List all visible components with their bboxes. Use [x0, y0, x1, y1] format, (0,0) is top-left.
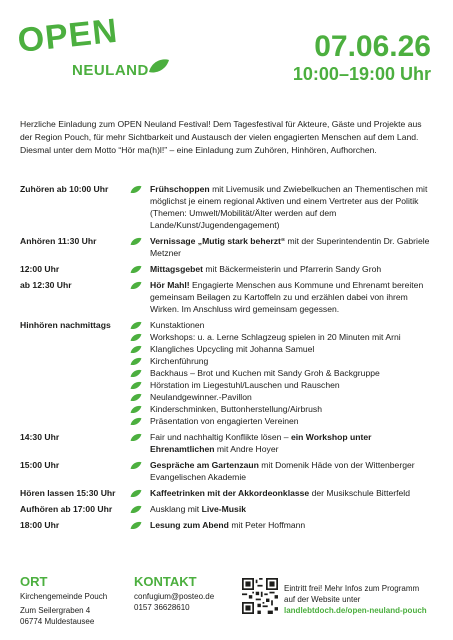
program-time: ab 12:30 Uhr: [20, 280, 72, 290]
event-time: 10:00–19:00 Uhr: [292, 64, 431, 84]
program-time: 14:30 Uhr: [20, 432, 60, 442]
program-desc: [150, 459, 434, 483]
program-desc-text: mit Peter Hoffmann: [228, 520, 306, 530]
ort-line-1: Kirchengemeinde Pouch: [20, 592, 108, 601]
info-line-2: auf der Website unter: [284, 595, 361, 604]
kontakt-email[interactable]: confugium@posteo.de: [134, 592, 215, 601]
program-time: 18:00 Uhr: [20, 520, 60, 530]
activity-label: Neulandgewinner.-Pavillon: [150, 392, 252, 402]
leaf-icon: [148, 58, 170, 74]
info-line-1: Eintritt frei! Mehr Infos zum Programm: [284, 584, 420, 593]
program-desc-pre: Ausklang mit: [150, 504, 202, 514]
program-desc-text: mit Bäckermeisterin und Pfarrerin Sandy Groh: [203, 264, 382, 274]
program-desc-text: der Musikschule Bitterfeld: [309, 488, 410, 498]
activity-item: [150, 379, 434, 391]
program-row: [20, 235, 434, 259]
program-time: 12:00 Uhr: [20, 264, 60, 274]
qr-code-icon[interactable]: [242, 578, 278, 614]
program-highlight: Vernissage „Mutig stark beherzt“: [150, 236, 286, 246]
activity-label: Klangliches Upcycling mit Johanna Samuel: [150, 344, 315, 354]
activity-label: Kirchenführung: [150, 356, 209, 366]
program-row: [20, 503, 434, 515]
program-desc: [150, 487, 434, 499]
program-highlight: ein Workshop unter Ehrenamtlichen: [150, 432, 372, 454]
program-highlight: Frühschoppen: [150, 184, 210, 194]
program-desc: [150, 519, 434, 531]
program-time: Hören lassen 15:30 Uhr: [20, 488, 116, 498]
program-desc-pre: Fair und nachhaltig Konflikte lösen –: [150, 432, 291, 442]
program-row: [20, 183, 434, 231]
website-link[interactable]: landlebtdoch.de/open-neuland-pouch: [284, 606, 427, 615]
program-desc: [150, 183, 434, 231]
logo: [15, 11, 180, 82]
program-time: Anhören 11:30 Uhr: [20, 236, 97, 246]
activity-item: [150, 343, 434, 355]
program-row: [20, 431, 434, 455]
program-row-nachmittags: [20, 319, 434, 427]
program-time: Hinhören nachmittags: [20, 320, 111, 330]
kontakt-heading: KONTAKT: [134, 574, 197, 589]
activity-item: [150, 403, 434, 415]
program-highlight: Mittagsgebet: [150, 264, 203, 274]
nachmittags-activities: [150, 319, 434, 427]
program-desc: [150, 279, 434, 315]
program-desc: [150, 263, 434, 275]
program-row: [20, 519, 434, 531]
logo-open-text: OPEN: [15, 11, 120, 61]
program-desc: [150, 503, 434, 515]
program-row: [20, 263, 434, 275]
program-time: Aufhören ab 17:00 Uhr: [20, 504, 113, 514]
program-desc-text: mit Andre Hoyer: [214, 444, 279, 454]
program-row: [20, 459, 434, 483]
activity-item: [150, 331, 434, 343]
intro-text: Herzliche Einladung zum OPEN Neuland Festival! Dem Tagesfestival für Akteure, Gäste und Projekte aus der Region Pouch, für mehr Sichtbarkeit und Austausch der vielen engagierten Menschen auf dem Land. Diesmal unter dem Motto “Hör ma(h)l!” – eine Einladung zum Zuhören, Hinhören, Aufhorchen.: [20, 119, 422, 155]
ort-line-2: Zum Seilergraben 4: [20, 606, 91, 615]
activity-label: Kinderschminken, Buttonherstellung/Airbrush: [150, 404, 322, 414]
program-desc: [150, 431, 434, 455]
event-date: 07.06.26: [314, 30, 431, 63]
program-desc-text: mit der Superintendentin Dr. Gabriele Metzner: [150, 236, 430, 258]
activity-item: [150, 355, 434, 367]
program-highlight: Hör Mahl!: [150, 280, 190, 290]
program-desc-text: mit Livemusik und Zwiebelkuchen an Thementischen mit möglichst je einem regional Aktiven und einem Vertreter aus der Politik (Themen: Umwelt/Mobilität/Älter werden auf dem Lande/Kunst/Jugendengagement): [150, 184, 428, 230]
activity-label: Hörstation im Liegestuhl/Lauschen und Rauschen: [150, 380, 340, 390]
program-desc-text: Engagierte Menschen aus Kommune und Ehrenamt bereiten gemeinsam Beilagen zu Kartoffeln zu und erzählen dabei von ihrem Wirken. Im Anschluss wird gemeinsam gegessen.: [150, 280, 424, 314]
activity-label: Präsentation von engagierten Vereinen: [150, 416, 299, 426]
kontakt-phone[interactable]: 0157 36628610: [134, 603, 190, 612]
program-highlight: Live-Musik: [201, 504, 247, 514]
activity-item: [150, 319, 434, 331]
activity-label: Workshops: u. a. Lerne Schlagzeug spielen in 20 Minuten mit Arni: [150, 332, 401, 342]
activity-label: Kunstaktionen: [150, 320, 205, 330]
program-highlight: Lesung zum Abend: [150, 520, 229, 530]
program-row: [20, 279, 434, 315]
ort-heading: ORT: [20, 574, 48, 589]
logo-neuland-text: NEULAND: [72, 62, 149, 79]
program-time: 15:00 Uhr: [20, 460, 60, 470]
activity-item: [150, 391, 434, 403]
ort-line-3: 06774 Muldestausee: [20, 617, 95, 626]
program-highlight: Gespräche am Gartenzaun: [150, 460, 259, 470]
program-time: Zuhören ab 10:00 Uhr: [20, 184, 109, 194]
program-desc-text: mit Domenik Häde von der Wittenberger Evangelischen Akademie: [150, 460, 415, 482]
activity-item: [150, 367, 434, 379]
program-highlight: Kaffeetrinken mit der Akkordeonklasse: [150, 488, 310, 498]
program-list: [20, 183, 434, 535]
program-row: [20, 487, 434, 499]
activity-label: Backhaus – Brot und Kuchen mit Sandy Groh & Backgruppe: [150, 368, 380, 378]
activity-item: [150, 415, 434, 427]
program-desc: [150, 235, 434, 259]
